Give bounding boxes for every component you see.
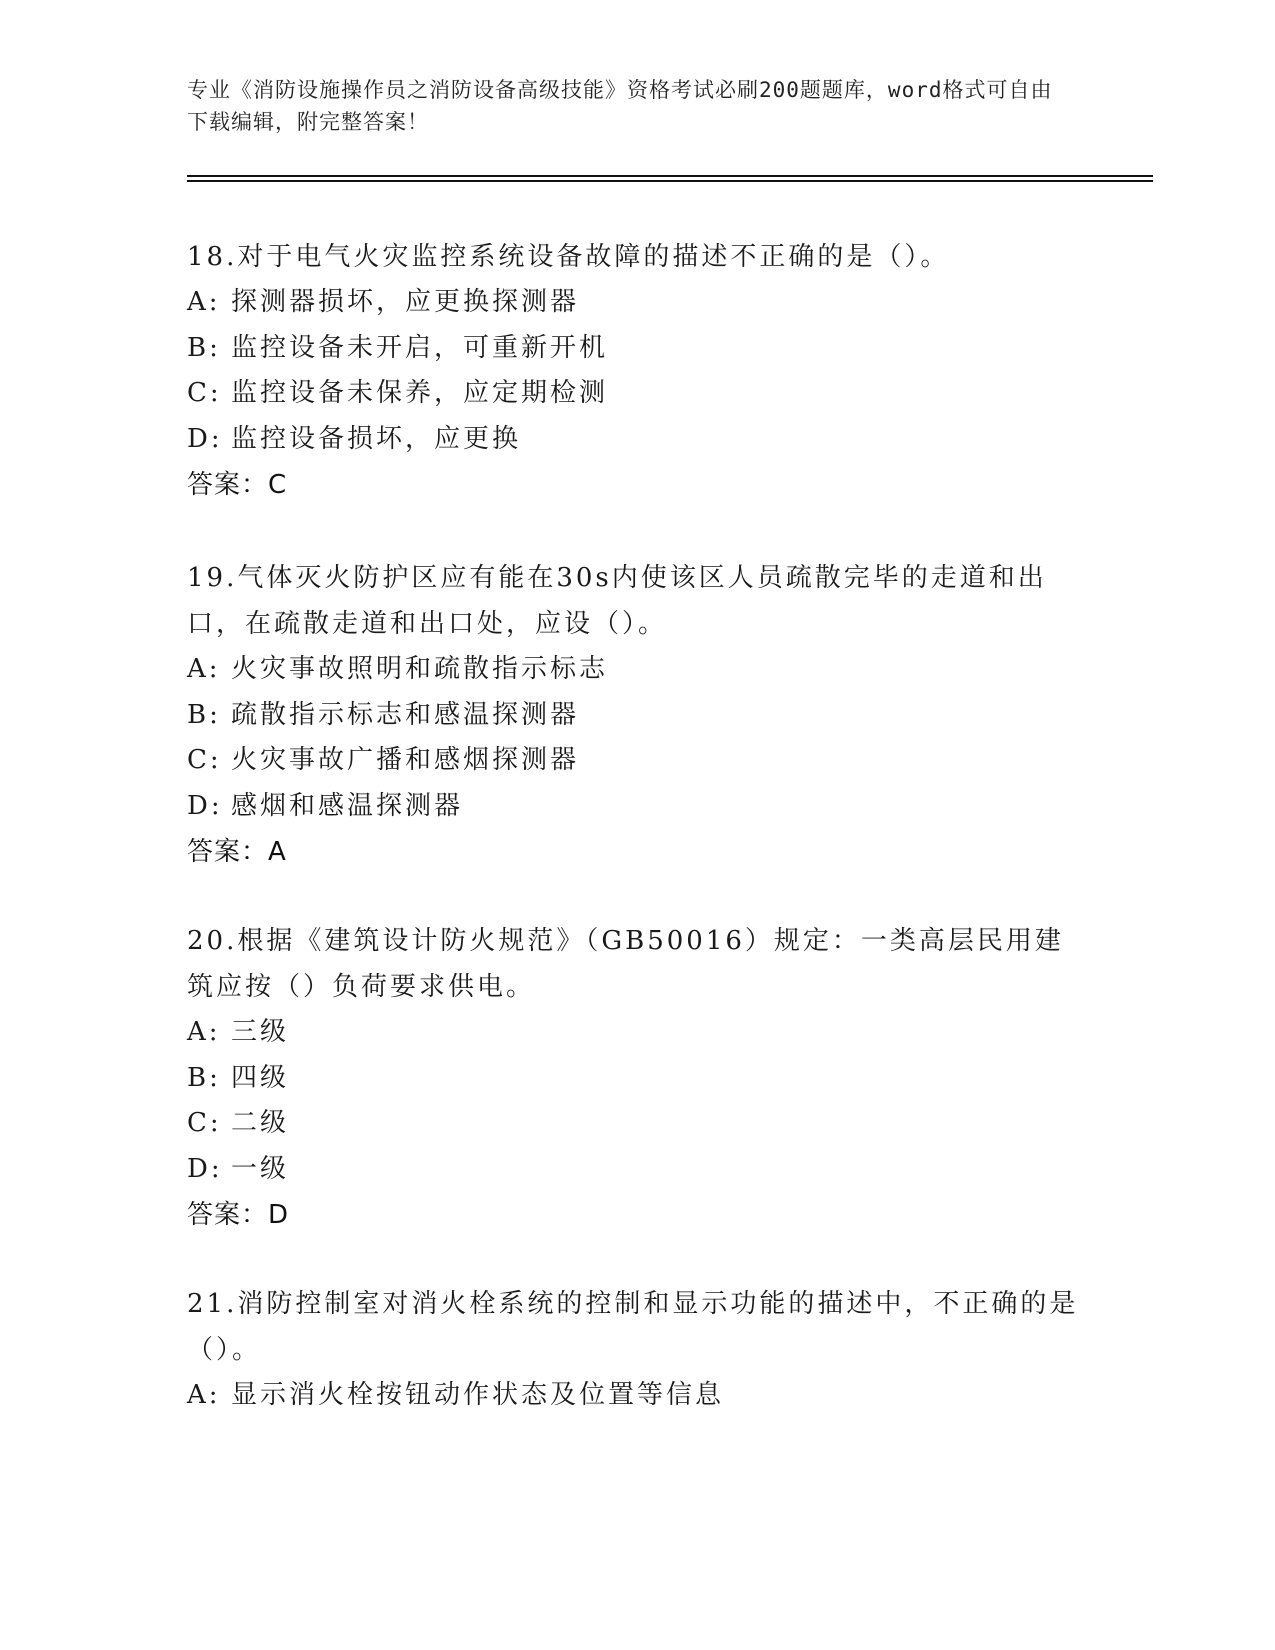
option-letter: A:: [187, 1380, 221, 1410]
option-text: 探测器损坏，应更换探测器: [231, 287, 580, 317]
option-letter: D:: [187, 790, 223, 821]
option-b: [187, 1056, 1087, 1102]
option-text: 四级: [231, 1062, 290, 1093]
option-text: 监控设备未开启，可重新开机: [231, 332, 609, 363]
option-letter: D:: [187, 423, 223, 454]
option-b: [187, 326, 1087, 372]
question-19: [187, 555, 1087, 875]
question-stem: 20.根据《建筑设计防火规范》（GB50016）规定：一类高层民用建筑应按（）负荷要求供电。: [187, 926, 1064, 1002]
option-letter: B:: [187, 332, 221, 363]
answer-line: [187, 462, 1087, 508]
question-21: [187, 1281, 1087, 1419]
option-text: 感烟和感温探测器: [231, 790, 464, 821]
question-stem: 19.气体灭火防护区应有能在30s内使该区人员疏散完毕的走道和出口，在疏散走道和出口处，应设（）。: [187, 563, 1047, 639]
option-letter: B:: [187, 1062, 221, 1093]
question-stem: 21.消防控制室对消火栓系统的控制和显示功能的描述中，不正确的是（）。: [187, 1289, 1079, 1365]
option-letter: C:: [187, 378, 222, 408]
option-c: [187, 1101, 1087, 1147]
option-letter: D:: [187, 1153, 223, 1184]
option-a: [187, 280, 1087, 326]
answer-line: [187, 829, 1087, 875]
option-letter: A:: [187, 287, 221, 317]
option-text: 火灾事故广播和感烟探测器: [231, 745, 580, 775]
option-d: [187, 1147, 1087, 1193]
question-18: [187, 234, 1087, 508]
option-letter: A:: [187, 654, 221, 684]
question-20: [187, 918, 1087, 1238]
option-letter: C:: [187, 745, 222, 775]
option-letter: B:: [187, 699, 221, 730]
option-text: 显示消火栓按钮动作状态及位置等信息: [231, 1380, 725, 1410]
option-d: [187, 417, 1087, 463]
answer-value: D: [268, 1200, 290, 1230]
header-divider-bottom: [187, 180, 1153, 182]
option-b: [187, 693, 1087, 739]
option-text: 三级: [231, 1017, 290, 1047]
header-divider-top: [187, 175, 1153, 177]
document-header: 专业《消防设施操作员之消防设备高级技能》资格考试必刷200题题库，word格式可自由下载编辑，附完整答案！: [187, 78, 1053, 134]
answer-label: 答案：: [187, 470, 269, 500]
option-a: [187, 1010, 1087, 1056]
option-c: [187, 738, 1087, 784]
option-text: 疏散指示标志和感温探测器: [231, 699, 580, 730]
option-letter: C:: [187, 1108, 222, 1138]
option-text: 二级: [231, 1108, 290, 1138]
option-letter: A:: [187, 1017, 221, 1047]
option-text: 一级: [231, 1153, 290, 1184]
option-a: [187, 647, 1087, 693]
option-a: [187, 1373, 1087, 1419]
question-stem: 18.对于电气火灾监控系统设备故障的描述不正确的是（）。: [187, 242, 950, 272]
option-text: 监控设备未保养，应定期检测: [231, 378, 609, 408]
answer-value: A: [268, 837, 287, 867]
option-text: 火灾事故照明和疏散指示标志: [231, 654, 609, 684]
answer-label: 答案：: [187, 837, 269, 867]
answer-label: 答案：: [187, 1200, 269, 1230]
option-c: [187, 371, 1087, 417]
option-d: [187, 784, 1087, 830]
answer-line: [187, 1192, 1087, 1238]
answer-value: C: [268, 470, 288, 500]
option-text: 监控设备损坏，应更换: [231, 423, 522, 454]
